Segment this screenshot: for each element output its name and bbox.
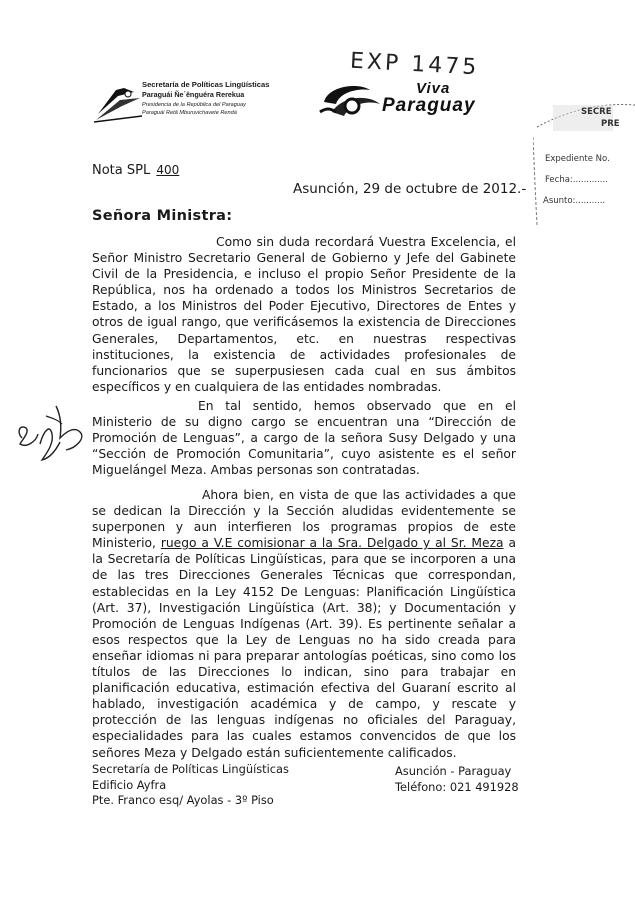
paragraph-2: En tal sentido, hemos observado que en el Ministerio de su digno cargo se encuentran una “Dirección de Promoción de Lenguas”, a cargo de la señora Susy Delgado y una “Sección de Promoción Comunitaria”, cuyo asistente es el señor Miguelángel Meza. Ambas personas son contratadas. [92,399,516,478]
nota-reference [92,163,179,178]
footer-address [92,762,289,809]
footer-building: Edificio Ayfra [92,777,167,792]
footer-institution: Secretaría de Políticas Lingüísticas [92,762,289,776]
paragraph-3-part-a: Ahora bien, en vista de que las actividades a que se dedican la Dirección y la Sección aludidas evidentemente se superponen y aun interfieren los programas propios de este Ministerio, [92,488,516,551]
stamp-expediente: Expediente No. [545,154,610,164]
footer-contact [395,764,519,795]
footer-phone: Teléfono: 021 491928 [395,779,519,794]
handwritten-exp-number: EXP 1475 [349,48,480,81]
nota-label: Nota SPL [92,163,151,178]
viva-word: Viva [416,80,451,97]
stamp-line-1: SECRE [581,107,612,117]
logo-line-1: Secretaría de Políticas Lingüísticas [142,80,270,89]
paraguay-word: Paraguay [382,95,476,116]
date-line: Asunción, 29 de octubre de 2012.- [293,181,527,197]
footer-street: Pte. Franco esq/ Ayolas - 3º Piso [92,793,274,808]
footer-city: Asunción - Paraguay [395,764,512,778]
viva-paraguay-swirl-icon [318,82,388,122]
viva-paraguay-logo [318,82,508,122]
stamp-line-2: PRE [601,119,620,129]
logo-line-2: Paraguái Ñe´ênguéra Rerekua [142,90,245,99]
logo-line-3: Presidencia de la República del Paraguay [142,102,246,108]
salutation: Señora Ministra: [92,208,233,224]
logo-line-4: Paraguái Retã Mburuvichavete Rendá [142,110,237,116]
spl-emblem-icon [94,78,144,124]
paragraph-1: Como sin duda recordará Vuestra Excelencia, el Señor Ministro Secretario General de Gobierno y Jefe del Gabinete Civil de la Presidencia, e incluso el propio Señor Presidente de la República, nos ha ordenado a todos los Ministros Secretarios de Estado, a los Ministros del Poder Ejecutivo, Directores de Entes y otros de igual rango, que verificásemos la existencia de Direcciones Generales, Departamentos, etc. en nuestras respectivas instituciones, la existencia de actividades profesionales de funcionarios que se superpusiesen cada cual en sus ámbitos específicos y en cualquiera de las entidades nombradas. [92,235,516,394]
reception-stamp [533,97,635,227]
handwritten-initials-signature [16,404,92,474]
stamp-fecha: Fecha:............. [545,175,608,185]
spl-logo [94,78,280,124]
paragraph-3-part-b: a la Secretaría de Políticas Lingüísticas, para que se incorporen a una de las tres Direcciones Generales Técnicas que correspondan, establecidas en la Ley 4152 De Lenguas: Planificación Lingüística (Art. 37), Investigación Lingüística (Art. 38); y Documentación y Promoción de Lenguas Indígenas (Art. 39). Es pertinente señalar a esos respectos que la Ley de Lenguas no ha sido creada para enseñar idiomas ni para preparar antologías poéticas, sino como los títulos de las Direcciones lo indican, sino para trabajar en planificación educativa, estimación efectiva del Guaraní escrito al hablado, investigación académica y de campo, y rescate y protección de las lenguas indígenas no oficiales del Paraguay, especialidades para las cuales estamos convencidos de que los señores Meza y Delgado están suficientemente calificados. [92,536,516,760]
stamp-asunto: Asunto:........... [543,196,606,206]
paragraph-3-underlined: ruego a V.E comisionar a la Sra. Delgado y al Sr. Meza [160,536,504,551]
nota-number: 400 [156,163,180,177]
paragraph-3 [92,487,516,761]
